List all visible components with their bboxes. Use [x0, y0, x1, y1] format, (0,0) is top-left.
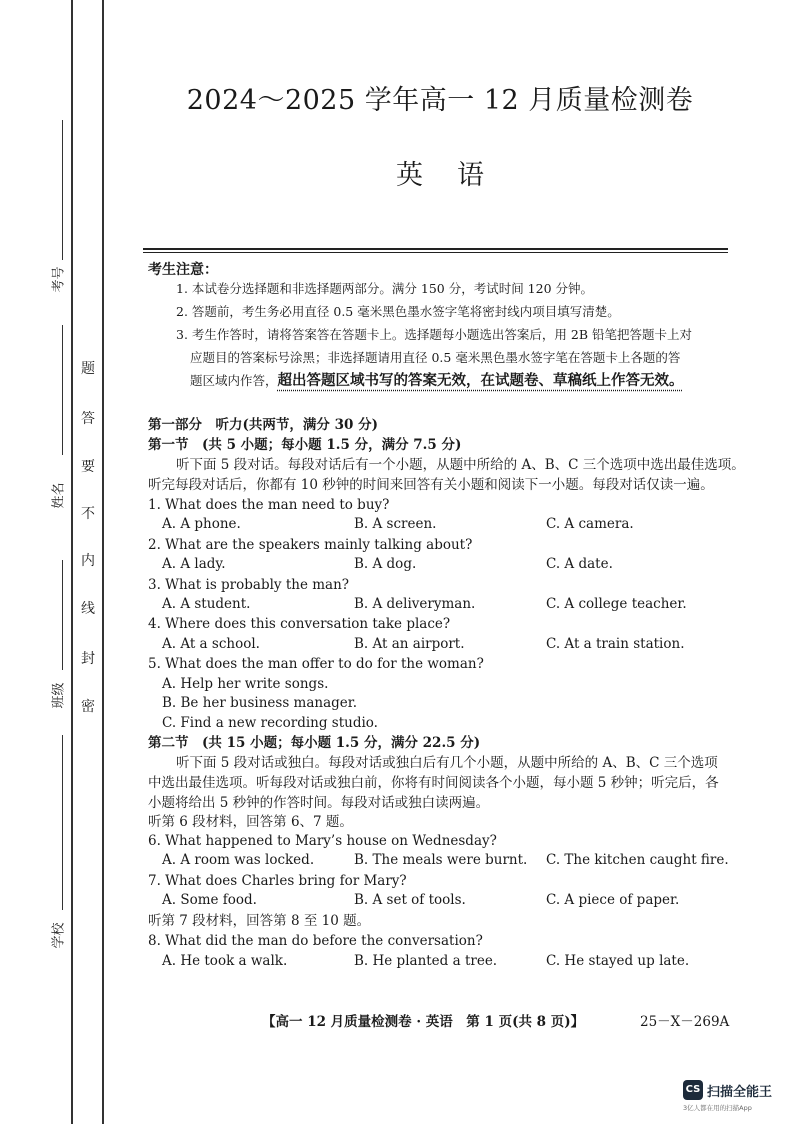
- section2-instructions-line-2: 中选出最佳选项。听每段对话或独白前，你将有时间阅读各个小题，每小题 5 秒钟；听完后，各: [148, 775, 719, 791]
- section1-heading: 第一节 (共 5 小题；每小题 1.5 分，满分 7.5 分): [148, 437, 462, 453]
- option-c: C. A college teacher.: [546, 596, 687, 612]
- question-stem: 5. What does the man offer to do for the woman?: [148, 656, 484, 672]
- header-rule-thin: [143, 252, 728, 253]
- section2-instructions-line-1: 听下面 5 段对话或独白。每段对话或独白后有几个小题，从题中所给的 A、B、C 三个选项: [176, 755, 718, 771]
- school-label: 学校: [51, 922, 67, 949]
- notice-item-2: 2. 答题前，考生务必用直径 0.5 毫米黑色墨水签字笔将密封线内项目填写清楚。: [176, 304, 620, 319]
- option-c: C. A camera.: [546, 516, 634, 532]
- scanner-logo: CS: [683, 1080, 703, 1100]
- exam-no-rule: [62, 120, 63, 260]
- notice-item-3-line-1: 3. 考生作答时，请将答案答在答题卡上。选择题每小题选出答案后，用 2B 铅笔把答题卡上对: [176, 327, 692, 342]
- part1-heading: 第一部分 听力(共两节，满分 30 分): [148, 417, 378, 433]
- notice-item-3-line-2: 应题目的答案标号涂黑；非选择题请用直径 0.5 毫米黑色墨水签字笔在答题卡上各题的答: [190, 350, 681, 365]
- seal-char: 封: [81, 651, 95, 667]
- notice-item-3-line-3: [190, 374, 684, 389]
- question-stem: 4. Where does this conversation take place?: [148, 616, 451, 632]
- question-stem: 3. What is probably the man?: [148, 577, 350, 593]
- question-stem: 7. What does Charles bring for Mary?: [148, 873, 407, 889]
- exam-title: 2024～2025 学年高一 12 月质量检测卷: [186, 85, 694, 116]
- subject-title: 英语: [396, 160, 518, 191]
- option-a: A. At a school.: [162, 636, 260, 652]
- notice-item-1: 1. 本试卷分选择题和非选择题两部分。满分 150 分，考试时间 120 分钟。: [176, 281, 594, 296]
- option-b: B. A dog.: [354, 556, 417, 572]
- material-7-note: 听第 7 段材料，回答第 8 至 10 题。: [148, 913, 371, 929]
- option-b: B. At an airport.: [354, 636, 465, 652]
- name-rule: [62, 325, 63, 455]
- option-c: C. At a train station.: [546, 636, 685, 652]
- school-rule: [62, 735, 63, 910]
- section1-instructions-line-1: 听下面 5 段对话。每段对话后有一个小题，从题中所给的 A、B、C 三个选项中选出最佳选项。: [176, 457, 745, 473]
- notice-item-3-plain: 题区域内作答，: [190, 373, 278, 388]
- option-b: B. The meals were burnt.: [354, 852, 528, 868]
- header-rule-thick: [143, 248, 728, 250]
- option-a: A. A phone.: [162, 516, 241, 532]
- section2-instructions-line-3: 小题将给出 5 秒钟的作答时间。每段对话或独白读两遍。: [148, 795, 490, 811]
- option-b: B. A screen.: [354, 516, 437, 532]
- page-footer: 【高一 12 月质量检测卷 · 英语 第 1 页(共 8 页)】: [262, 1014, 585, 1030]
- scanner-tagline: 3亿人都在用的扫描App: [683, 1104, 752, 1112]
- option-a: A. A student.: [162, 596, 251, 612]
- seal-char: 线: [81, 601, 95, 617]
- option-b: B. A deliveryman.: [354, 596, 476, 612]
- option-a: A. A lady.: [162, 556, 226, 572]
- option-a: A. Help her write songs.: [162, 676, 329, 692]
- option-b: B. He planted a tree.: [354, 953, 498, 969]
- option-c: C. The kitchen caught fire.: [546, 852, 729, 868]
- binding-line-right: [102, 0, 104, 1124]
- notice-heading: 考生注意：: [148, 262, 218, 278]
- question-stem: 8. What did the man do before the conversation?: [148, 933, 483, 949]
- seal-char: 不: [81, 506, 95, 522]
- notice-item-3-emphasis: 超出答题区域书写的答案无效，在试题卷、草稿纸上作答无效。: [277, 372, 684, 389]
- seal-char: 题: [81, 361, 95, 377]
- seal-char: 答: [81, 411, 95, 427]
- scanner-brand: 扫描全能王: [707, 1085, 773, 1100]
- option-c: C. A date.: [546, 556, 613, 572]
- option-b: B. Be her business manager.: [162, 695, 358, 711]
- question-stem: 2. What are the speakers mainly talking about?: [148, 537, 473, 553]
- seal-char: 内: [81, 553, 95, 569]
- name-label: 姓名: [51, 482, 67, 509]
- option-c: C. A piece of paper.: [546, 892, 680, 908]
- question-stem: 6. What happened to Mary’s house on Wednesday?: [148, 833, 497, 849]
- option-c: C. He stayed up late.: [546, 953, 690, 969]
- section2-heading: 第二节 (共 15 小题；每小题 1.5 分，满分 22.5 分): [148, 735, 481, 751]
- seal-char: 密: [81, 699, 95, 715]
- option-a: A. He took a walk.: [162, 953, 288, 969]
- option-c: C. Find a new recording studio.: [162, 715, 378, 731]
- seal-char: 要: [81, 459, 95, 475]
- option-a: A. A room was locked.: [162, 852, 315, 868]
- binding-line-left: [71, 0, 73, 1124]
- exam-no-label: 考号: [51, 266, 67, 293]
- class-label: 班级: [51, 682, 67, 709]
- class-rule: [62, 560, 63, 670]
- paper-code: 25－X－269A: [640, 1014, 730, 1030]
- question-stem: 1. What does the man need to buy?: [148, 497, 390, 513]
- option-a: A. Some food.: [162, 892, 257, 908]
- material-6-note: 听第 6 段材料，回答第 6、7 题。: [148, 814, 353, 830]
- option-b: B. A set of tools.: [354, 892, 466, 908]
- section1-instructions-line-2: 听完每段对话后，你都有 10 秒钟的时间来回答有关小题和阅读下一小题。每段对话仅读一遍。: [148, 477, 714, 493]
